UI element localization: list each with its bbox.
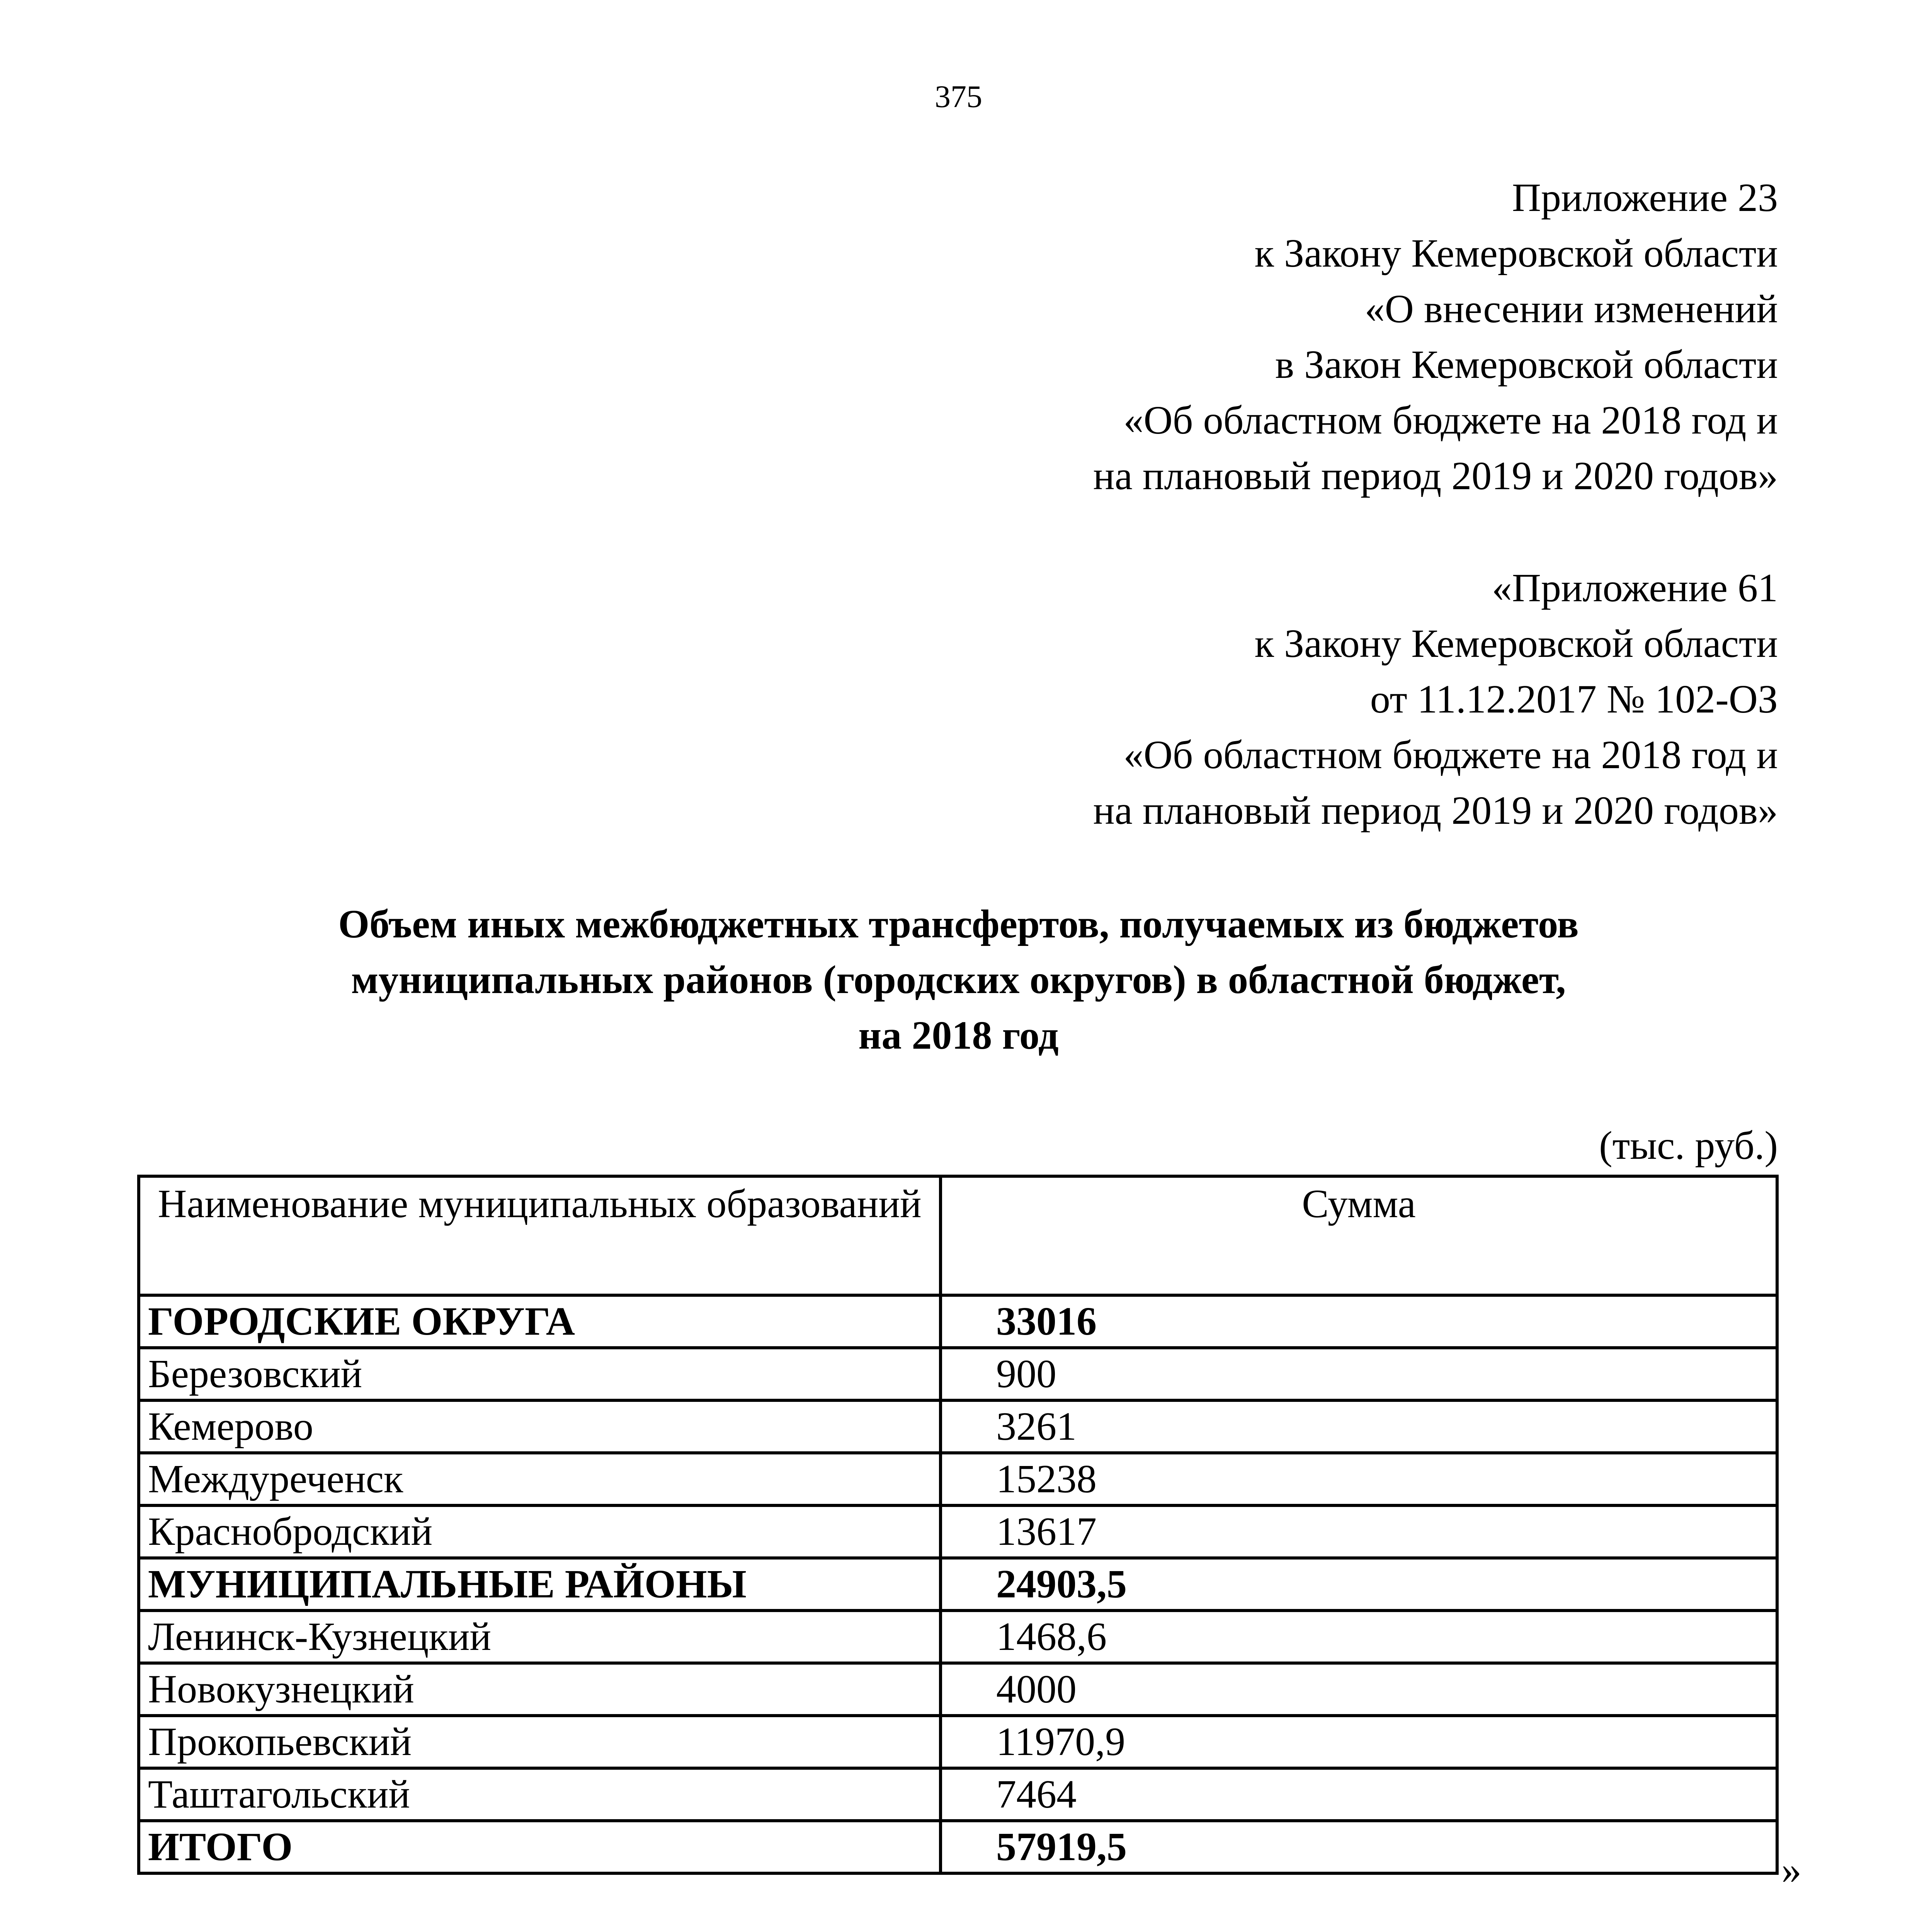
row-amount-cell: 13617 [941, 1505, 1777, 1558]
original-appendix-header-line: к Закону Кемеровской области [1254, 621, 1778, 666]
table-row [139, 1295, 1777, 1348]
appendix-header-line: «О внесении изменений [1364, 287, 1778, 331]
row-name-cell: ГОРОДСКИЕ ОКРУГА [139, 1295, 941, 1348]
table-row [139, 1821, 1777, 1873]
column-header-name: Наименование муниципальных образований [139, 1176, 941, 1295]
appendix-header-line: на плановый период 2019 и 2020 годов» [1093, 454, 1778, 498]
document-title-line: Объем иных межбюджетных трансфертов, получаемых из бюджетов [338, 902, 1579, 946]
closing-quote: » [1781, 1848, 1801, 1892]
original-appendix-header-line: от 11.12.2017 № 102-ОЗ [1370, 677, 1778, 721]
row-name-cell: Кемерово [139, 1400, 941, 1453]
document-title-line: муниципальных районов (городских округов) в областной бюджет, [351, 957, 1566, 1002]
original-appendix-header [1093, 560, 1778, 838]
row-name-cell: Новокузнецкий [139, 1663, 941, 1716]
table-body [139, 1295, 1777, 1873]
row-amount-cell: 4000 [941, 1663, 1777, 1716]
row-amount-cell: 11970,9 [941, 1716, 1777, 1768]
row-amount-cell: 1468,6 [941, 1611, 1777, 1663]
column-header-amount: Сумма [941, 1176, 1777, 1295]
row-name-cell: МУНИЦИПАЛЬНЫЕ РАЙОНЫ [139, 1558, 941, 1611]
table-row [139, 1348, 1777, 1400]
table-row [139, 1400, 1777, 1453]
appendix-header-line: «Об областном бюджете на 2018 год и [1123, 398, 1778, 442]
table-row [139, 1716, 1777, 1768]
table-row [139, 1505, 1777, 1558]
table-row [139, 1768, 1777, 1821]
table-row [139, 1453, 1777, 1505]
row-amount-cell: 33016 [941, 1295, 1777, 1348]
appendix-header [1093, 170, 1778, 504]
table-row [139, 1663, 1777, 1716]
appendix-header-line: в Закон Кемеровской области [1275, 342, 1778, 387]
original-appendix-header-line: на плановый период 2019 и 2020 годов» [1093, 788, 1778, 833]
original-appendix-header-line: «Об областном бюджете на 2018 год и [1123, 733, 1778, 777]
row-name-cell: Ленинск-Кузнецкий [139, 1611, 941, 1663]
row-amount-cell: 3261 [941, 1400, 1777, 1453]
original-appendix-header-line: «Приложение 61 [1492, 566, 1778, 610]
document-title [0, 896, 1917, 1063]
appendix-header-line: Приложение 23 [1512, 175, 1778, 220]
row-amount-cell: 900 [941, 1348, 1777, 1400]
row-name-cell: Прокопьевский [139, 1716, 941, 1768]
table-header-row [139, 1176, 1777, 1295]
units-label: (тыс. руб.) [1599, 1123, 1778, 1168]
row-name-cell: Краснобродский [139, 1505, 941, 1558]
row-amount-cell: 15238 [941, 1453, 1777, 1505]
transfers-table [137, 1175, 1779, 1875]
table-row [139, 1611, 1777, 1663]
row-amount-cell: 24903,5 [941, 1558, 1777, 1611]
table-row [139, 1558, 1777, 1611]
row-amount-cell: 7464 [941, 1768, 1777, 1821]
appendix-header-line: к Закону Кемеровской области [1254, 231, 1778, 276]
row-name-cell: Березовский [139, 1348, 941, 1400]
document-title-line: на 2018 год [858, 1013, 1059, 1058]
row-name-cell: Междуреченск [139, 1453, 941, 1505]
row-amount-cell: 57919,5 [941, 1821, 1777, 1873]
page-number: 375 [935, 79, 982, 114]
row-name-cell: Таштагольский [139, 1768, 941, 1821]
row-name-cell: ИТОГО [139, 1821, 941, 1873]
